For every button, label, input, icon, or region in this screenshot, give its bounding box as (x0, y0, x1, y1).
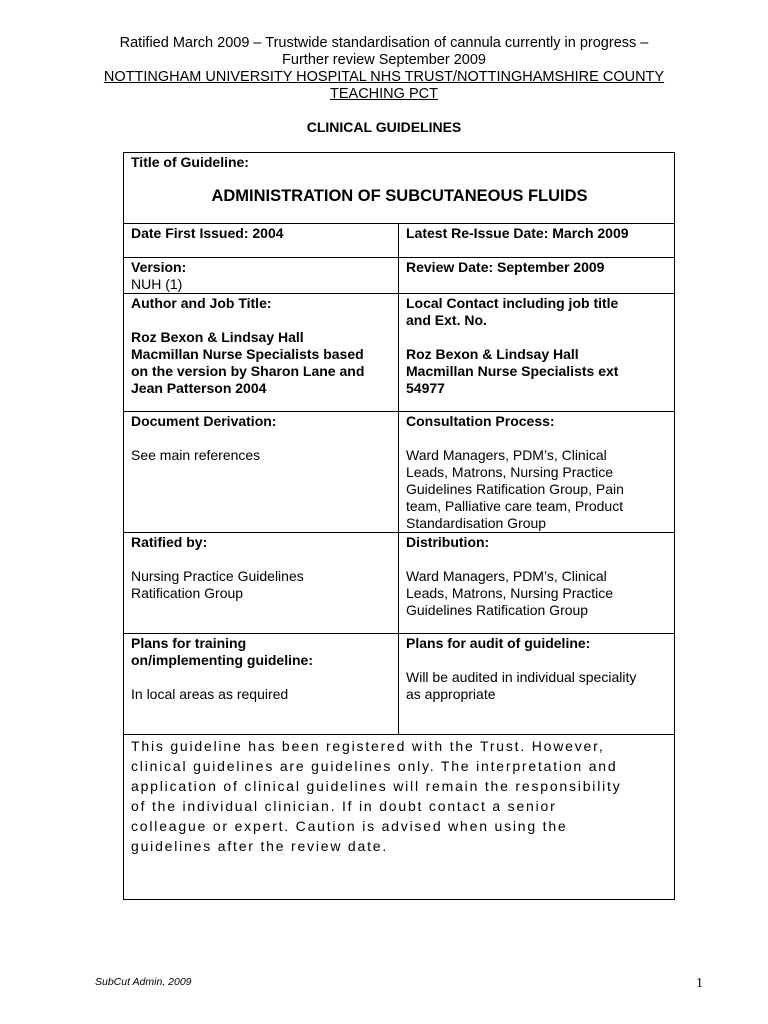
training-cell (124, 634, 399, 735)
contact-label: and Ext. No. (406, 312, 487, 328)
ratified-line: Nursing Practice Guidelines (131, 568, 304, 584)
derivation-label: Document Derivation: (131, 413, 277, 429)
page-number: 1 (696, 976, 703, 991)
date-first-issued-cell (124, 224, 399, 258)
audit-line: Will be audited in individual speciality (406, 669, 637, 685)
distribution-line: Ward Managers, PDM’s, Clinical (406, 568, 607, 584)
review-date-cell (399, 258, 675, 294)
contact-line: Macmillan Nurse Specialists ext (406, 363, 619, 379)
contact-line: 54977 (406, 380, 445, 396)
date-first-issued: Date First Issued: 2004 (131, 225, 284, 241)
author-line: Roz Bexon & Lindsay Hall (131, 329, 304, 345)
consultation-line: Guidelines Ratification Group, Pain (406, 481, 624, 497)
consultation-label: Consultation Process: (406, 413, 555, 429)
contact-label: Local Contact including job title (406, 295, 619, 311)
audit-cell (399, 634, 675, 735)
disclaimer-line: application of clinical guidelines will remain the responsibility (131, 778, 622, 794)
trust-name-line: NOTTINGHAM UNIVERSITY HOSPITAL NHS TRUST/NOTTINGHAMSHIRE COUNTY (103, 69, 665, 85)
contact-line: Roz Bexon & Lindsay Hall (406, 346, 579, 362)
consultation-line: Ward Managers, PDM’s, Clinical (406, 447, 607, 463)
review-line: Further review September 2009 (282, 52, 486, 68)
section-heading: CLINICAL GUIDELINES (306, 119, 462, 135)
disclaimer-line: clinical guidelines are guidelines only. The interpretation and (131, 758, 618, 774)
distribution-line: Guidelines Ratification Group (406, 602, 589, 618)
author-cell (124, 294, 399, 412)
audit-label: Plans for audit of guideline: (406, 635, 591, 651)
local-contact-cell (399, 294, 675, 412)
latest-reissue-cell (399, 224, 675, 258)
derivation-cell (124, 412, 399, 533)
disclaimer-cell (124, 735, 675, 900)
footer-document-name: SubCut Admin, 2009 (95, 976, 192, 988)
version-cell (124, 258, 399, 294)
author-line: Jean Patterson 2004 (131, 380, 267, 396)
ratified-label: Ratified by: (131, 534, 208, 550)
version-value: NUH (1) (131, 276, 183, 292)
review-date: Review Date: September 2009 (406, 259, 605, 275)
consultation-line: Leads, Matrons, Nursing Practice (406, 464, 613, 480)
author-label: Author and Job Title: (131, 295, 272, 311)
trust-name-line-2: TEACHING PCT (330, 86, 438, 102)
title-cell (124, 153, 675, 224)
distribution-line: Leads, Matrons, Nursing Practice (406, 585, 613, 601)
ratified-line: Ratified March 2009 – Trustwide standardisation of cannula currently in progress – (119, 35, 649, 51)
consultation-line: Standardisation Group (406, 515, 547, 531)
disclaimer-line: of the individual clinician. If in doubt contact a senior (131, 798, 557, 814)
ratified-line: Ratification Group (131, 585, 244, 601)
title-label: Title of Guideline: (131, 154, 249, 170)
latest-reissue-date: Latest Re-Issue Date: March 2009 (406, 225, 629, 241)
distribution-label: Distribution: (406, 534, 490, 550)
disclaimer-line: colleague or expert. Caution is advised when using the (131, 818, 568, 834)
training-label: on/implementing guideline: (131, 652, 313, 668)
disclaimer-line: This guideline has been registered with the Trust. However, (131, 738, 605, 754)
version-label: Version: (131, 259, 187, 275)
guideline-title: ADMINISTRATION OF SUBCUTANEOUS FLUIDS (211, 187, 588, 205)
guideline-table (123, 152, 675, 900)
consultation-line: team, Palliative care team, Product (406, 498, 624, 514)
author-line: on the version by Sharon Lane and (131, 363, 365, 379)
consultation-cell (399, 412, 675, 533)
training-value: In local areas as required (131, 686, 289, 702)
disclaimer-line: guidelines after the review date. (131, 838, 389, 854)
derivation-value: See main references (131, 447, 261, 463)
ratified-by-cell (124, 533, 399, 634)
audit-line: as appropriate (406, 686, 496, 702)
training-label: Plans for training (131, 635, 247, 651)
distribution-cell (399, 533, 675, 634)
author-line: Macmillan Nurse Specialists based (131, 346, 364, 362)
